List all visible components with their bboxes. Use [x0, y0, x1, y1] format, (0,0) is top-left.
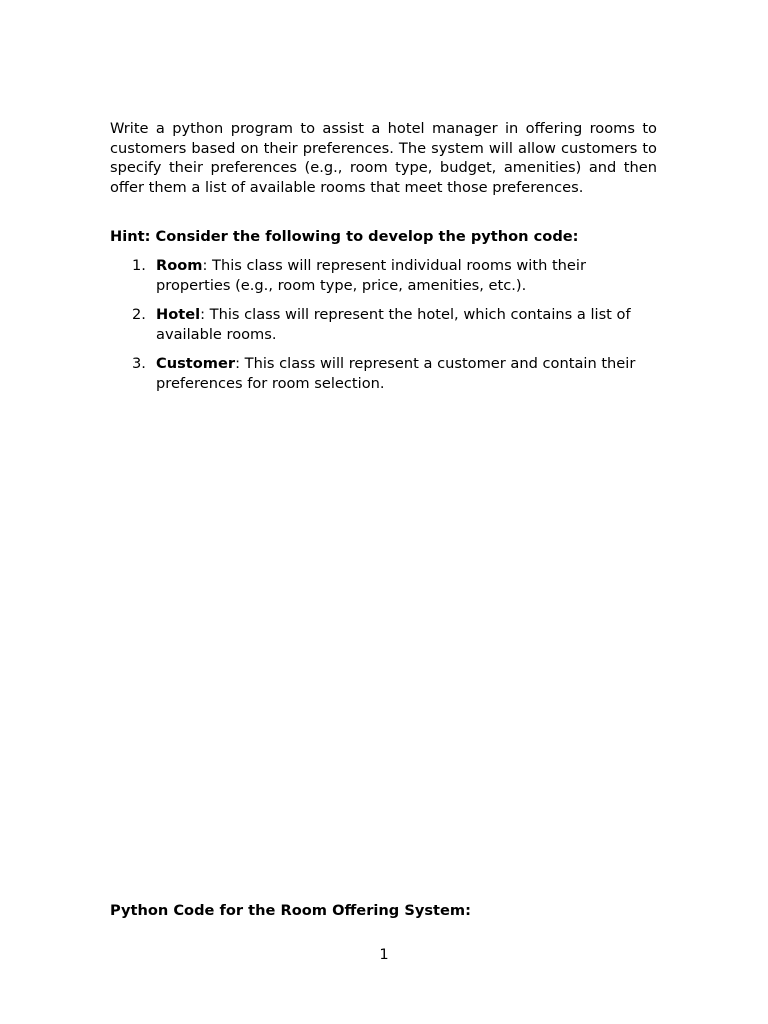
- intro-paragraph: Write a python program to assist a hotel manager in offering rooms to customers based on their preferences. The system will allow customers to specify their preferences (e.g., room type, budget, amenities) and then offer them a list of available rooms that meet those preferences.: [110, 120, 657, 196]
- hint-term: Customer: [156, 355, 236, 373]
- hint-text: : This class will represent the hotel, which contains a list of available rooms.: [156, 306, 631, 343]
- hint-item-hotel: [110, 305, 657, 344]
- hint-term: Hotel: [156, 306, 201, 324]
- hint-text: : This class will represent individual rooms with their properties (e.g., room type, price, amenities, etc.).: [156, 257, 586, 294]
- list-number: 3.: [132, 355, 146, 373]
- page-number: 1: [379, 946, 389, 963]
- hint-text: : This class will represent a customer and contain their preferences for room selection.: [156, 355, 636, 392]
- hint-list: [110, 256, 657, 404]
- hint-term: Room: [156, 257, 203, 274]
- list-number: 1.: [132, 257, 146, 274]
- code-section-heading: Python Code for the Room Offering System:: [110, 902, 471, 919]
- hint-item-customer: [110, 354, 657, 393]
- hint-item-room: [110, 256, 657, 295]
- list-number: 2.: [132, 306, 146, 324]
- hint-heading: Hint: Consider the following to develop the python code:: [110, 228, 579, 245]
